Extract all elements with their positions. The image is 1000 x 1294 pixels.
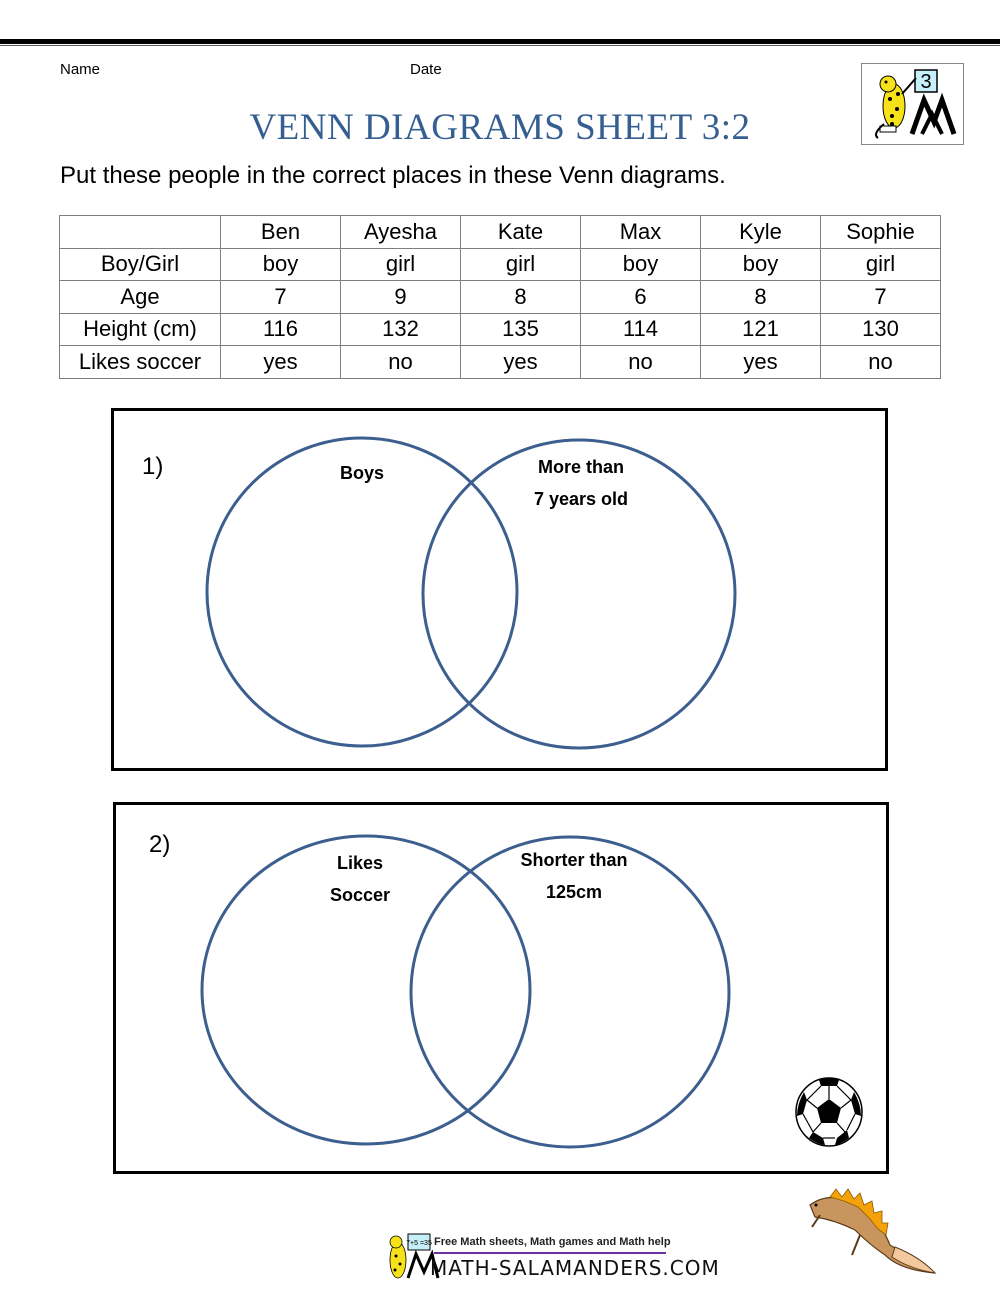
table-cell: girl — [461, 248, 581, 281]
table-cell: 132 — [341, 313, 461, 346]
venn-right-label-line2: 125cm — [545, 882, 603, 902]
table-cell: no — [581, 346, 701, 379]
row-label: Likes soccer — [60, 346, 221, 379]
question-number: 2) — [149, 831, 171, 858]
salamander-icon — [800, 1185, 940, 1280]
venn-circles-1 — [114, 411, 885, 768]
footer-divider — [434, 1252, 666, 1254]
name-label: Name — [60, 61, 101, 78]
table-header-cell: Kyle — [701, 216, 821, 249]
row-label: Height (cm) — [60, 313, 221, 346]
table-row — [60, 346, 941, 379]
date-label: Date — [410, 61, 442, 78]
table-row — [60, 313, 941, 346]
table-cell: girl — [341, 248, 461, 281]
venn-left-label-line2: Soccer — [329, 885, 391, 905]
venn-left-label-line1: Boys — [339, 463, 384, 483]
table-header-cell: Ben — [221, 216, 341, 249]
table-cell: 6 — [581, 281, 701, 314]
row-label: Boy/Girl — [60, 248, 221, 281]
venn-right-label — [507, 451, 655, 515]
table-cell: no — [341, 346, 461, 379]
row-label: Age — [60, 281, 221, 314]
table-header-row — [60, 216, 941, 249]
venn-right-label-line1: Shorter than — [520, 850, 628, 870]
soccer-ball-icon — [796, 1078, 862, 1146]
instructions-text: Put these people in the correct places in these Venn diagrams. — [60, 162, 726, 189]
footer-site-name[interactable]: MATH-SALAMANDERS.COM — [430, 1256, 720, 1280]
footer-tagline: Free Math sheets, Math games and Math help — [434, 1236, 671, 1248]
page-title: VENN DIAGRAMS SHEET 3:2 — [249, 107, 751, 148]
header-rule-thick — [0, 39, 1000, 44]
venn-right-label-line1: More than — [537, 457, 624, 477]
table-cell: boy — [581, 248, 701, 281]
table-cell: yes — [221, 346, 341, 379]
table-cell: 121 — [701, 313, 821, 346]
table-cell: girl — [821, 248, 941, 281]
table-cell: 116 — [221, 313, 341, 346]
table-cell: 114 — [581, 313, 701, 346]
venn-right-label-line2: 7 years old — [533, 489, 629, 509]
logo-board-text: 7+5 =35 — [406, 1240, 432, 1247]
header-rule-thin — [0, 45, 1000, 46]
table-row — [60, 248, 941, 281]
people-table — [59, 215, 941, 379]
table-cell: yes — [701, 346, 821, 379]
table-cell: boy — [221, 248, 341, 281]
table-cell: 130 — [821, 313, 941, 346]
table-cell: no — [821, 346, 941, 379]
venn-right-label — [500, 844, 648, 908]
table-cell: 8 — [461, 281, 581, 314]
table-header-cell: Ayesha — [341, 216, 461, 249]
venn-left-label — [302, 457, 422, 489]
table-cell: 7 — [221, 281, 341, 314]
question-number: 1) — [142, 453, 164, 480]
venn-diagram-1 — [111, 408, 888, 771]
table-cell: 135 — [461, 313, 581, 346]
table-header-cell: Sophie — [821, 216, 941, 249]
table-cell: 9 — [341, 281, 461, 314]
table-header-cell: Kate — [461, 216, 581, 249]
table-cell: 7 — [821, 281, 941, 314]
table-cell: boy — [701, 248, 821, 281]
grade-number: 3 — [920, 71, 932, 93]
venn-diagram-2 — [113, 802, 889, 1174]
venn-left-label — [300, 847, 420, 911]
table-header-cell: Max — [581, 216, 701, 249]
table-header-cell — [60, 216, 221, 249]
table-cell: yes — [461, 346, 581, 379]
venn-left-label-line1: Likes — [336, 853, 384, 873]
table-cell: 8 — [701, 281, 821, 314]
table-row — [60, 281, 941, 314]
